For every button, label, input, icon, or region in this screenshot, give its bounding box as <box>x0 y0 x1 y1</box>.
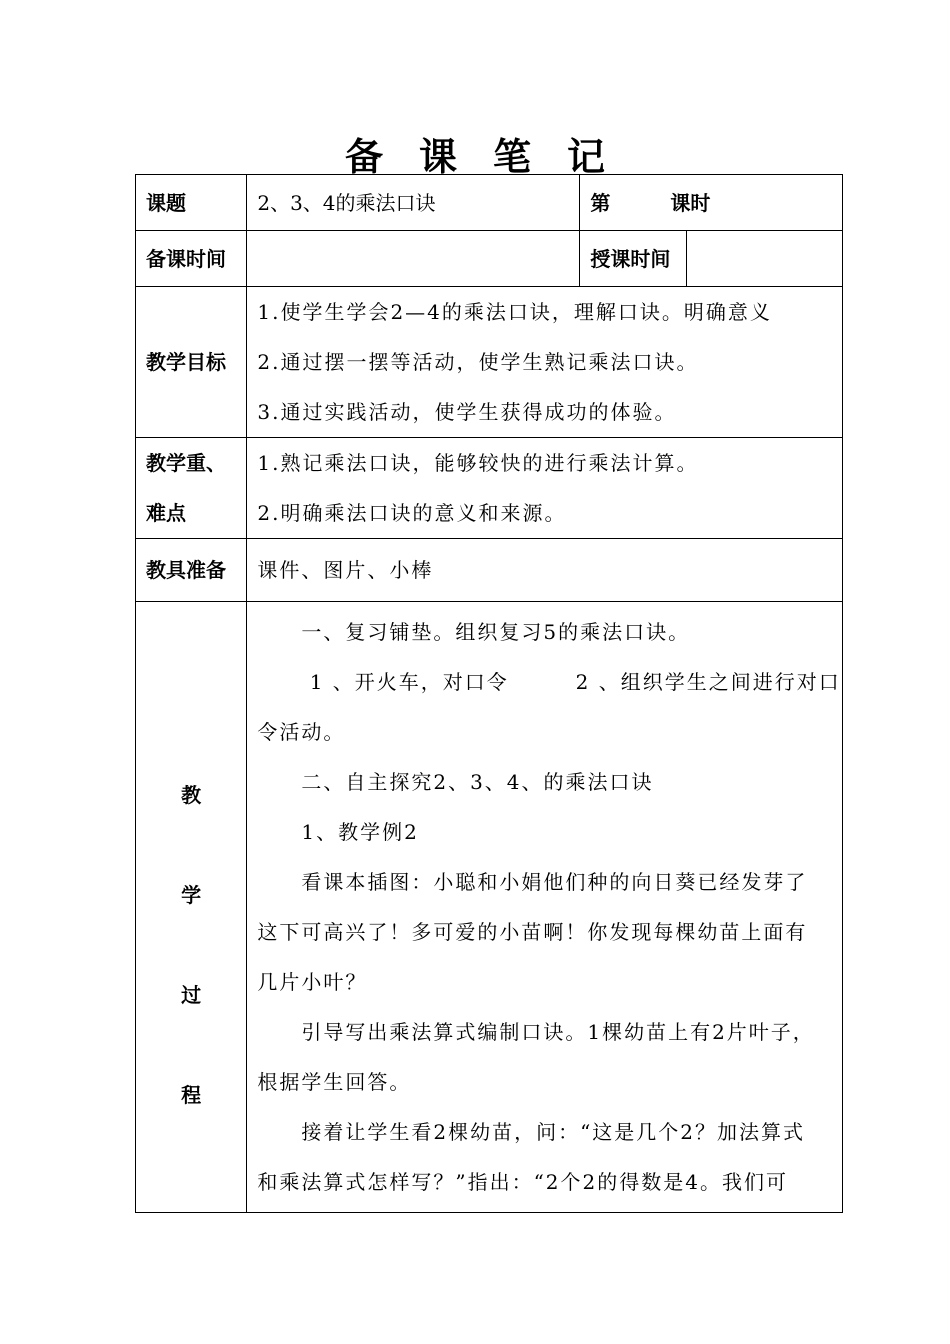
process-label-char: 程 <box>181 1083 202 1107</box>
goal-item: 3.通过实践活动，使学生获得成功的体验。 <box>257 400 677 424</box>
process-line: 引导写出乘法算式编制口诀。1棵幼苗上有2片叶子， <box>301 1020 815 1044</box>
process-label-char: 学 <box>181 883 202 907</box>
process-line: 二、自主探究2、3、4、的乘法口诀 <box>301 770 654 794</box>
page-title <box>0 126 950 181</box>
time-row <box>136 231 843 287</box>
lesson-plan-table <box>135 174 843 1213</box>
topic-row <box>136 175 843 231</box>
process-line: 1、教学例2 <box>301 820 419 844</box>
title-char: 备 <box>344 135 383 179</box>
goal-item: 1.使学生学会2—4的乘法口诀，理解口诀。明确意义 <box>257 300 772 324</box>
tools-value: 课件、图片、小棒 <box>247 539 843 602</box>
key-points-label-line: 教学重、 <box>146 451 226 475</box>
title-char: 课 <box>418 135 457 179</box>
prep-time-value <box>247 231 580 287</box>
process-content <box>247 602 843 1213</box>
process-line: 几片小叶？ <box>257 970 368 994</box>
lesson-number-label: 第 <box>590 190 611 215</box>
tools-row <box>136 539 843 602</box>
process-line: 一、复习铺垫。组织复习5的乘法口诀。 <box>301 620 691 644</box>
key-point-item: 1.熟记乘法口诀，能够较快的进行乘法计算。 <box>257 451 699 475</box>
key-points-label <box>136 438 247 539</box>
goal-item: 2.通过摆一摆等活动，使学生熟记乘法口诀。 <box>257 350 699 374</box>
process-label-char: 过 <box>181 983 202 1007</box>
topic-value: 2、3、4的乘法口诀 <box>247 175 580 231</box>
tools-label: 教具准备 <box>136 539 247 602</box>
prep-time-label: 备课时间 <box>136 231 247 287</box>
goals-label: 教学目标 <box>136 287 247 438</box>
key-points-row <box>136 438 843 539</box>
process-label-char: 教 <box>181 783 202 807</box>
process-label <box>136 602 247 1213</box>
key-point-item: 2.明确乘法口诀的意义和来源。 <box>257 501 567 525</box>
title-char: 笔 <box>493 135 532 179</box>
goals-content <box>247 287 843 438</box>
process-line: 1 、开火车，对口令 2 、组织学生之间进行对口 <box>301 670 841 694</box>
goals-row <box>136 287 843 438</box>
process-line: 看课本插图：小聪和小娟他们种的向日葵已经发芽了 <box>301 870 808 894</box>
process-line: 接着让学生看2棵幼苗，问：“这是几个2？加法算式 <box>301 1120 806 1144</box>
key-points-content <box>247 438 843 539</box>
process-line: 根据学生回答。 <box>257 1070 412 1094</box>
title-char: 记 <box>567 135 606 179</box>
lesson-period-label: 课时 <box>670 190 711 215</box>
lesson-number-cell <box>580 175 843 231</box>
teach-time-label: 授课时间 <box>580 231 686 287</box>
process-line: 令活动。 <box>257 720 346 744</box>
teach-time-value <box>686 231 842 287</box>
process-line: 这下可高兴了！多可爱的小苗啊！你发现每棵幼苗上面有 <box>257 920 808 944</box>
process-row <box>136 602 843 1213</box>
key-points-label-line: 难点 <box>146 501 186 525</box>
topic-label: 课题 <box>136 175 247 231</box>
process-line: 和乘法算式怎样写？”指出：“2个2的得数是4。我们可 <box>257 1170 788 1194</box>
